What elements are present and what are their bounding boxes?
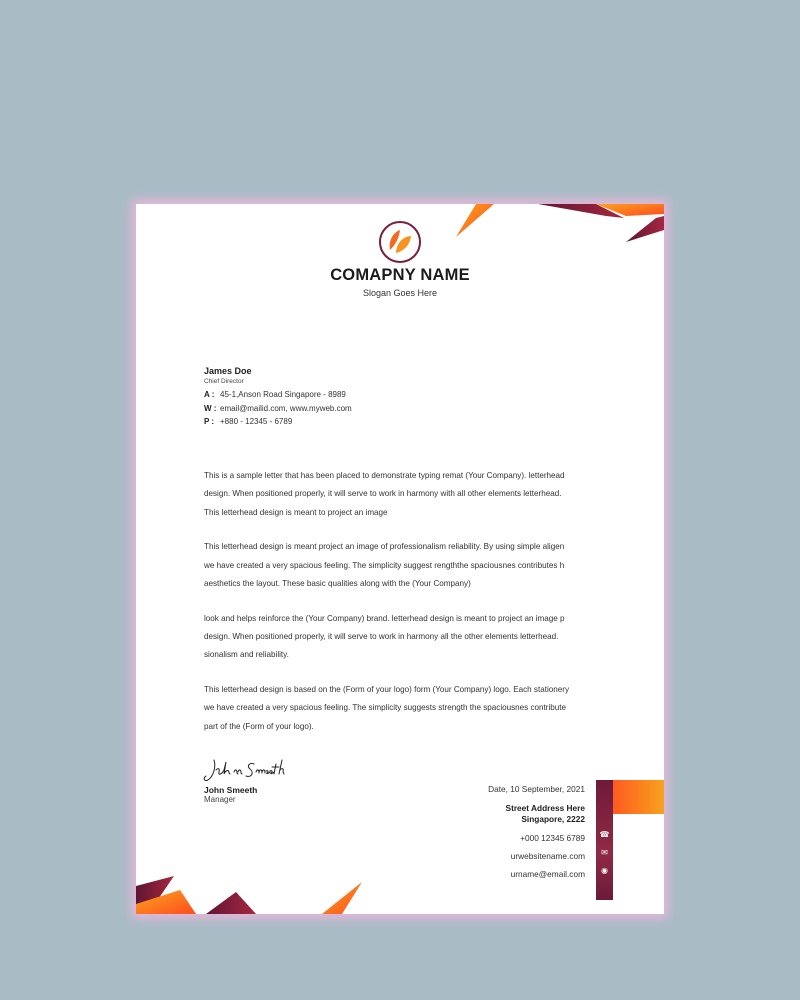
signatory-role: Manager [204,795,236,804]
recipient-address-row [204,388,352,402]
text-line: we have created a very spacious feeling. The simplicity suggest rengththe spaciousnes contributes h [204,560,565,570]
text-line: This letterhead design is based on the (Form of your logo) form (Your Company) logo. Each stationery [204,685,570,695]
row-key: A : [204,390,215,399]
city-address: Singapore, 2222 [521,814,585,824]
recipient-name: James Doe [204,366,252,376]
letter-date: Date, 10 September, 2021 [488,784,585,794]
row-value: email@mailid.com, www.myweb.com [220,403,352,413]
contact-website: urwebsitename.com [510,851,585,861]
company-slogan: Slogan Goes Here [362,288,438,298]
text-line: design. When positioned properly, it will serve to work in harmony with all other elements letterhead. [204,489,562,499]
paragraph [204,610,598,665]
company-name: COMAPNY NAME [330,266,470,284]
row-value: 45-1,Anson Road Singapore - 8989 [220,390,346,399]
text-line: This letterhead design is meant to project an image [204,507,388,517]
recipient-block [204,366,352,429]
sender-contact-block [488,784,585,883]
contact-phone: +000 12345 6789 [520,833,585,843]
recipient-phone-row [204,415,352,429]
row-key: P : [204,417,215,426]
text-line: aesthetics the layout. These basic qualities along with the (Your Company) [204,578,471,588]
text-line: sionalism and reliability. [204,650,289,660]
text-line: part of the (Form of your logo). [204,721,314,731]
text-line: This letterhead design is meant project an image of professionalism reliability. By using simple aligen [204,542,565,552]
row-value: +880 - 12345 - 6789 [220,417,293,426]
contact-email: urname@email.com [510,869,585,879]
letterhead-sheet [136,204,664,914]
mail-icon: ✉ [601,848,608,857]
text-line: design. When positioned properly, it will serve to work in harmony all the other elements letterhead. [204,632,559,642]
paragraph [204,538,598,593]
letter-body [204,467,598,753]
phone-icon: ☎ [599,830,610,839]
recipient-web-row [204,402,352,416]
signatory-name: John Smeeth [204,785,258,795]
globe-icon: ◉ [601,866,608,875]
street-address: Street Address Here [505,803,585,813]
paragraph [204,467,598,522]
paragraph [204,681,598,736]
text-line: we have created a very spacious feeling. The simplicity suggests strength the spaciousnes contribute [204,703,567,713]
row-key: W : [204,403,217,413]
handwritten-signature [202,756,292,784]
accent-block [613,780,664,814]
text-line: This is a sample letter that has been placed to demonstrate typing remat (Your Company). letterhead [204,471,565,480]
text-line: look and helps reinforce the (Your Company) brand. letterhead design is meant to project an image p [204,613,565,623]
recipient-title: Chief Director [204,378,244,385]
leaf-logo-icon [378,220,422,264]
contact-icon-bar [596,780,613,900]
